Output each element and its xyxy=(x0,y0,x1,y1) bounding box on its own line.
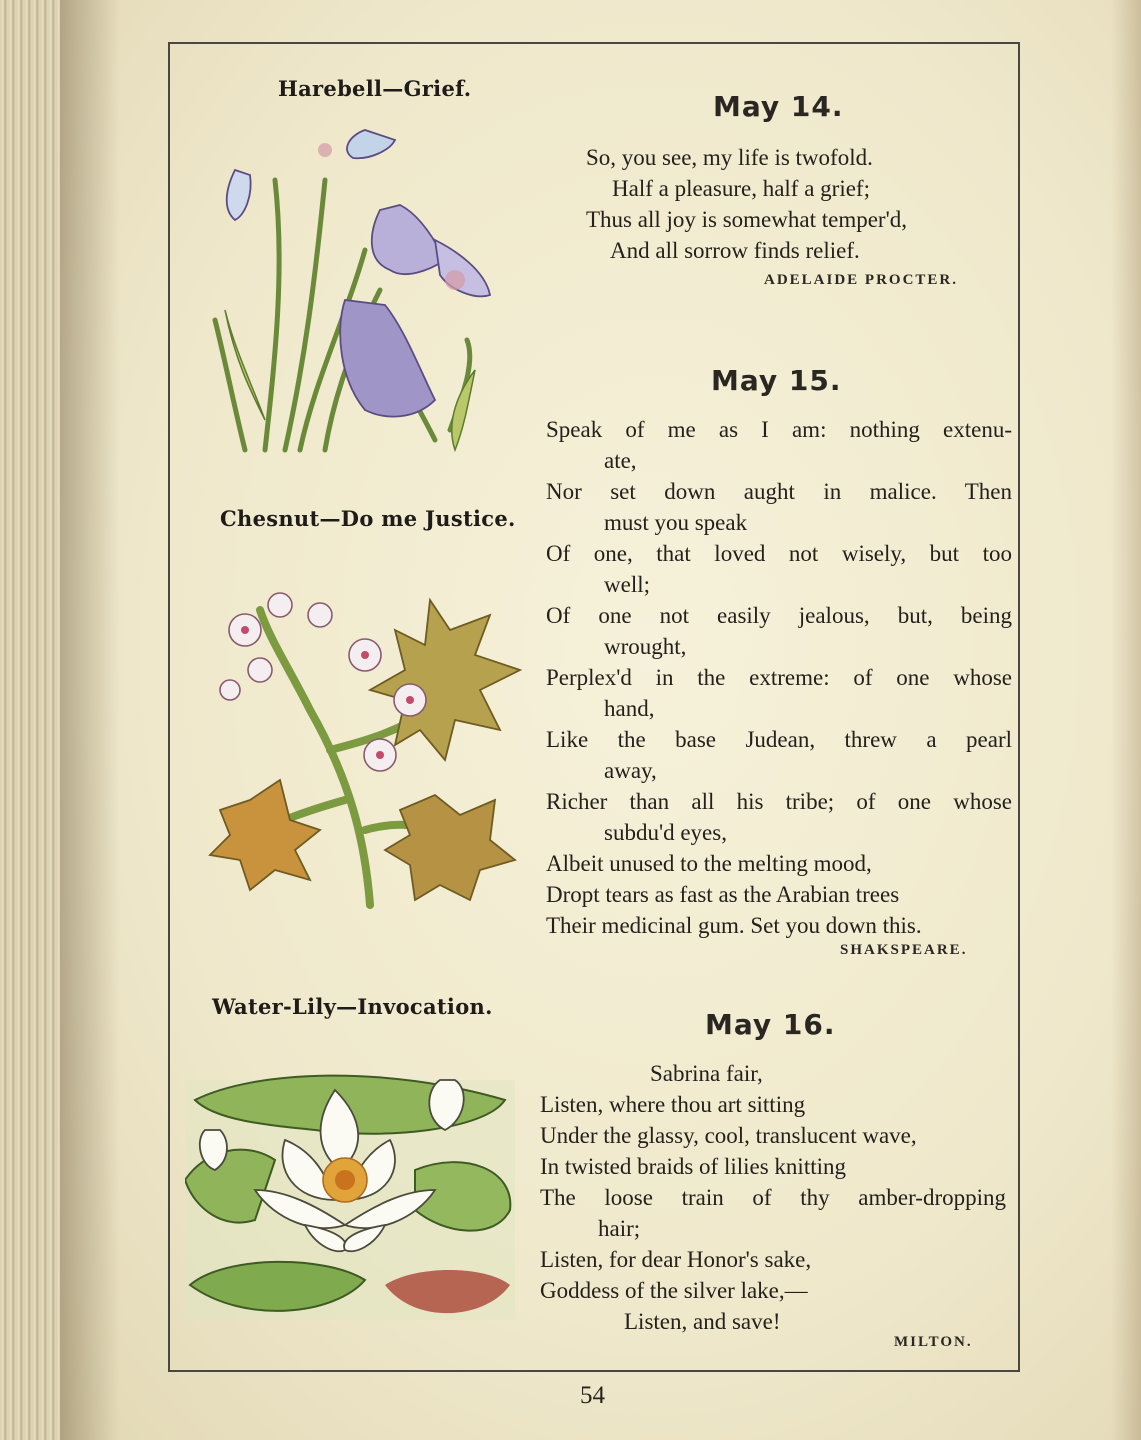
verse-line: Thus all joy is somewhat temper'd, xyxy=(586,207,907,232)
verse-line: Nor set down aught in malice. Then xyxy=(546,479,1012,504)
verse-line: Sabrina fair, xyxy=(650,1061,763,1086)
verse-line: Listen, and save! xyxy=(624,1309,781,1334)
entry-heading-may-15: May 15. xyxy=(711,364,842,397)
page-edge-shadow xyxy=(1111,0,1141,1440)
verse-may-14 xyxy=(586,142,907,266)
page-number: 54 xyxy=(580,1382,605,1409)
verse-line: Listen, where thou art sitting xyxy=(540,1092,806,1117)
verse-line: Perplex'd in the extreme: of one whose xyxy=(546,665,1012,690)
harebell-illustration xyxy=(205,120,505,460)
verse-line: In twisted braids of lilies knitting xyxy=(540,1154,846,1179)
verse-line: Their medicinal gum. Set you down this. xyxy=(546,913,922,938)
attribution-may-14: ADELAIDE PROCTER. xyxy=(764,272,959,288)
chestnut-illustration xyxy=(200,560,530,910)
verse-line: wrought, xyxy=(604,634,687,659)
verse-line: Speak of me as I am: nothing extenu- xyxy=(546,417,1012,442)
verse-line: must you speak xyxy=(604,510,748,535)
entry-heading-may-16: May 16. xyxy=(705,1008,836,1041)
verse-may-15 xyxy=(546,414,1012,941)
verse-line: hair; xyxy=(598,1216,641,1241)
flower-title-chesnut: Chesnut—Do me Justice. xyxy=(220,506,516,531)
water-lily-illustration xyxy=(185,1060,515,1340)
flower-title-harebell: Harebell—Grief. xyxy=(278,76,472,101)
gutter-shadow xyxy=(60,0,120,1440)
verse-line: Of one not easily jealous, but, being xyxy=(546,603,1012,628)
verse-line: So, you see, my life is twofold. xyxy=(586,145,873,170)
verse-may-16 xyxy=(540,1058,1006,1337)
verse-line: Goddess of the silver lake,— xyxy=(540,1278,808,1303)
verse-line: Dropt tears as fast as the Arabian trees xyxy=(546,882,900,907)
attribution-may-16: MILTON. xyxy=(894,1334,973,1350)
verse-line: Albeit unused to the melting mood, xyxy=(546,851,872,876)
verse-line: The loose train of thy amber-dropping xyxy=(540,1185,1006,1210)
verse-line: Of one, that loved not wisely, but too xyxy=(546,541,1012,566)
verse-line: And all sorrow finds relief. xyxy=(610,238,860,263)
verse-line: Listen, for dear Honor's sake, xyxy=(540,1247,812,1272)
verse-line: Like the base Judean, threw a pearl xyxy=(546,727,1012,752)
verse-line: Richer than all his tribe; of one whose xyxy=(546,789,1012,814)
flower-title-water-lily: Water-Lily—Invocation. xyxy=(212,994,493,1019)
verse-line: Half a pleasure, half a grief; xyxy=(612,176,870,201)
attribution-may-15: SHAKSPEARE. xyxy=(840,942,968,958)
entry-heading-may-14: May 14. xyxy=(713,90,844,123)
verse-line: away, xyxy=(604,758,657,783)
verse-line: well; xyxy=(604,572,650,597)
verse-line: subdu'd eyes, xyxy=(604,820,727,845)
verse-line: ate, xyxy=(604,448,637,473)
verse-line: Under the glassy, cool, translucent wave, xyxy=(540,1123,917,1148)
verse-line: hand, xyxy=(604,696,655,721)
